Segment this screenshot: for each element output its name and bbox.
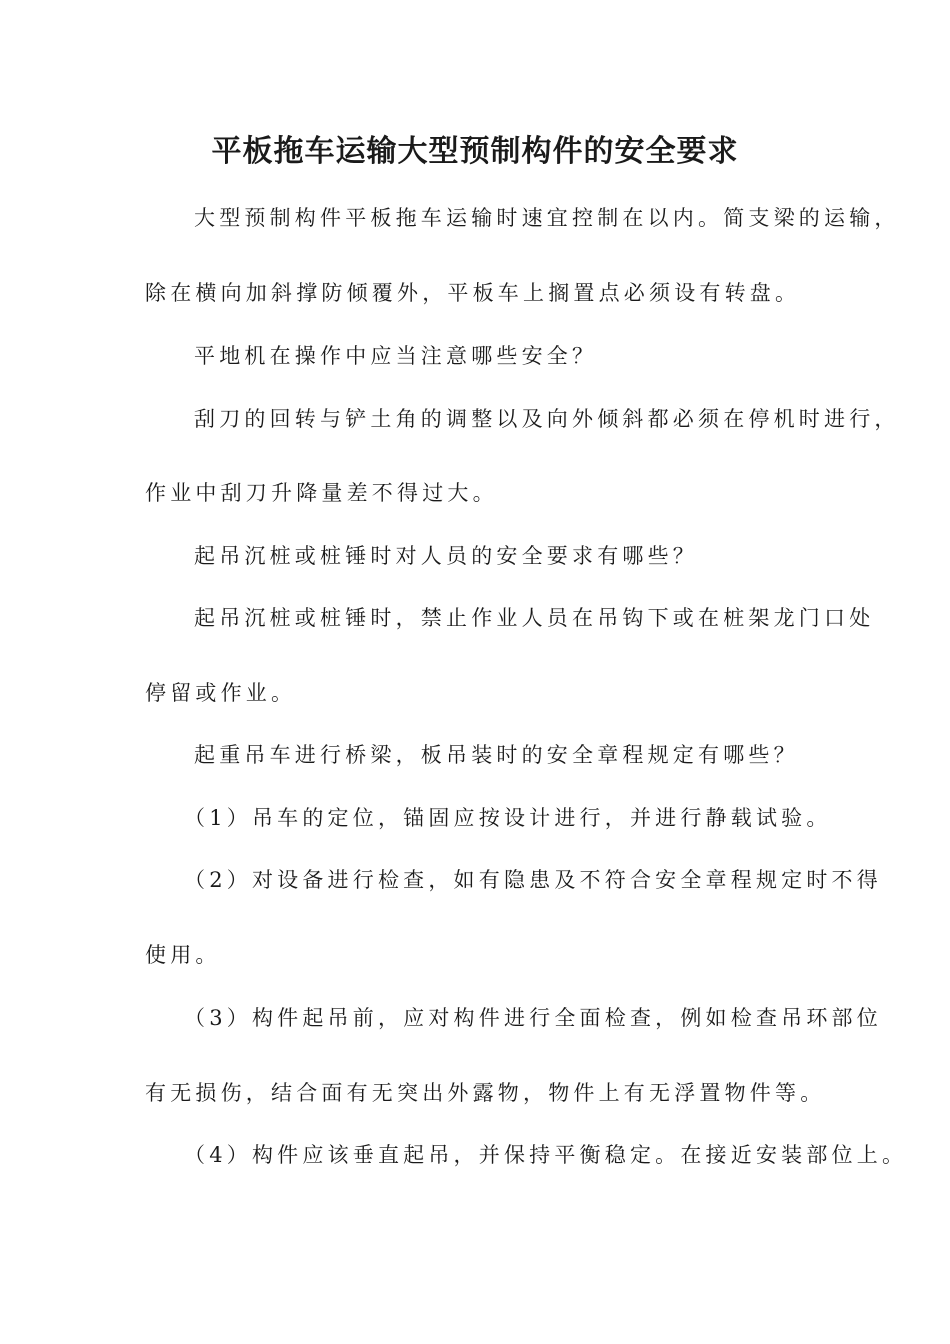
document-title: 平板拖车运输大型预制构件的安全要求 [211,134,739,169]
paragraph-3-line-2: 停留或作业。 [145,681,297,705]
paragraph-2-line-1: 刮刀的回转与铲土角的调整以及向外倾斜都必须在停机时进行， [194,407,900,431]
question-pile-lifting: 起吊沉桩或桩锤时对人员的安全要求有哪些？ [194,544,698,568]
question-crane-bridge: 起重吊车进行桥梁，板吊装时的安全章程规定有哪些？ [194,743,799,767]
paragraph-1-line-1: 大型预制构件平板拖车运输时速宜控制在以内。简支梁的运输， [194,206,900,230]
paragraph-2-line-2: 作业中刮刀升降量差不得过大。 [145,481,498,505]
paragraph-1-line-2: 除在横向加斜撑防倾覆外，平板车上搁置点必须设有转盘。 [145,281,801,305]
list-item-3-line-2: 有无损伤，结合面有无突出外露物，物件上有无浮置物件等。 [145,1081,826,1105]
question-grader-safety: 平地机在操作中应当注意哪些安全？ [194,344,598,368]
paragraph-3-line-1: 起吊沉桩或桩锤时，禁止作业人员在吊钩下或在桩架龙门口处 [194,606,875,630]
list-item-1: （1）吊车的定位，锚固应按设计进行，并进行静载试验。 [184,806,832,830]
list-item-2-line-1: （2）对设备进行检查，如有隐患及不符合安全章程规定时不得 [184,868,882,892]
list-item-4: （4）构件应该垂直起吊，并保持平衡稳定。在接近安装部位上。 [184,1143,908,1167]
list-item-2-line-2: 使用。 [145,943,221,967]
list-item-3-line-1: （3）构件起吊前，应对构件进行全面检查，例如检查吊环部位 [184,1006,882,1030]
